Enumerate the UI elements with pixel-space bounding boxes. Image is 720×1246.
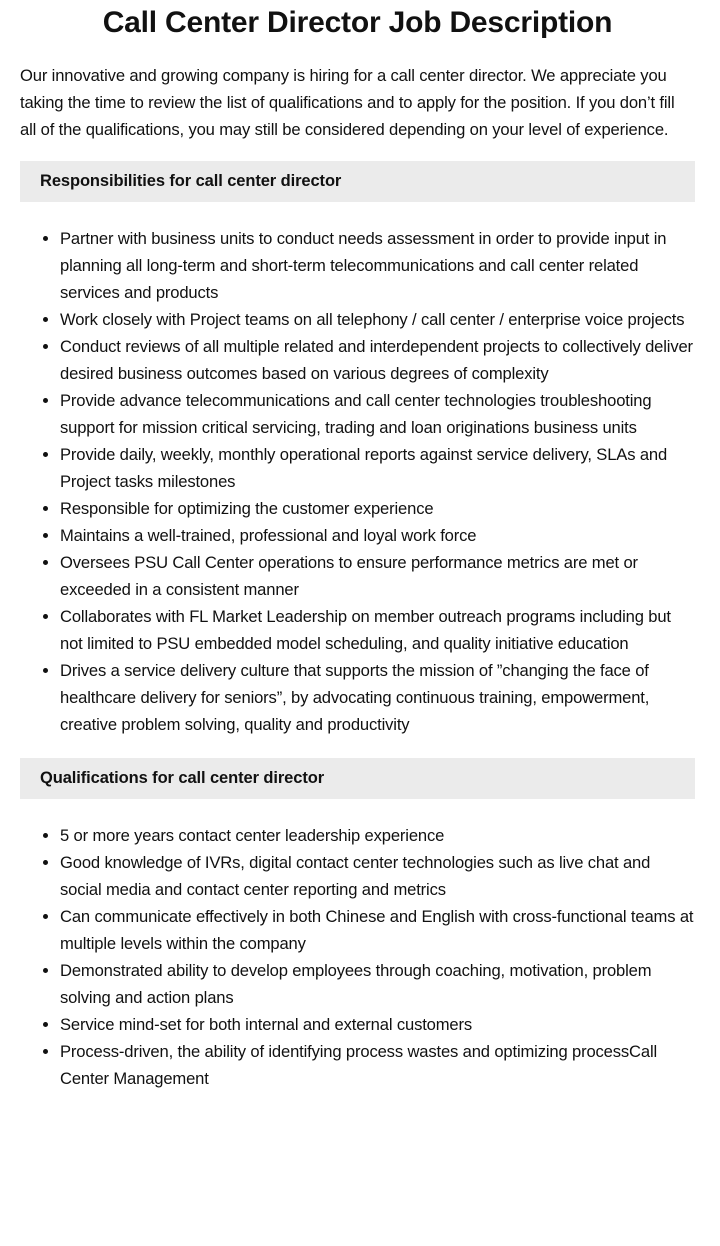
page-title: Call Center Director Job Description: [102, 6, 613, 39]
list-item: • Good knowledge of IVRs, digital contact center technologies such as live chat and social media and contact center reporting and metrics: [60, 849, 695, 903]
list-item: • Provide advance telecommunications and call center technologies troubleshooting support for mission critical servicing, trading and loan originations business units: [60, 387, 695, 441]
list-item: • Service mind-set for both internal and external customers: [60, 1011, 695, 1038]
list-item: • Demonstrated ability to develop employees through coaching, motivation, problem solving and action plans: [60, 957, 695, 1011]
list-item: • Conduct reviews of all multiple related and interdependent projects to collectively deliver desired business outcomes based on various degrees of complexity: [60, 333, 695, 387]
list-item: • Maintains a well-trained, professional and loyal work force: [60, 522, 695, 549]
list-item: • Partner with business units to conduct needs assessment in order to provide input in planning all long-term and short-term telecommunications and call center related services and products: [60, 225, 695, 306]
list-item: • Work closely with Project teams on all telephony / call center / enterprise voice projects: [60, 306, 695, 333]
list-item: • Oversees PSU Call Center operations to ensure performance metrics are met or exceeded in a consistent manner: [60, 549, 695, 603]
list-item: • Responsible for optimizing the customer experience: [60, 495, 695, 522]
list-item: • Process-driven, the ability of identifying process wastes and optimizing processCall Center Management: [60, 1038, 695, 1092]
list-item: • Provide daily, weekly, monthly operational reports against service delivery, SLAs and Project tasks milestones: [60, 441, 695, 495]
qualifications-list: [20, 822, 695, 1092]
list-item: • Can communicate effectively in both Chinese and English with cross-functional teams at multiple levels within the company: [60, 903, 695, 957]
list-item: • Collaborates with FL Market Leadership on member outreach programs including but not limited to PSU embedded model scheduling, and quality initiative education: [60, 603, 695, 657]
responsibilities-list: [20, 225, 695, 738]
list-item: • Drives a service delivery culture that supports the mission of ”changing the face of healthcare delivery for seniors”, by advocating continuous training, empowerment, creative problem solving, quality and productivity: [60, 657, 695, 738]
responsibilities-heading: Responsibilities for call center director: [20, 161, 695, 202]
qualifications-heading: Qualifications for call center director: [20, 758, 695, 799]
list-item: • 5 or more years contact center leadership experience: [60, 822, 695, 849]
intro-paragraph: Our innovative and growing company is hiring for a call center director. We appreciate you taking the time to review the list of qualifications and to apply for the position. If you don’t fill all of the qualifications, you may still be considered depending on your level of experience.: [20, 66, 675, 139]
